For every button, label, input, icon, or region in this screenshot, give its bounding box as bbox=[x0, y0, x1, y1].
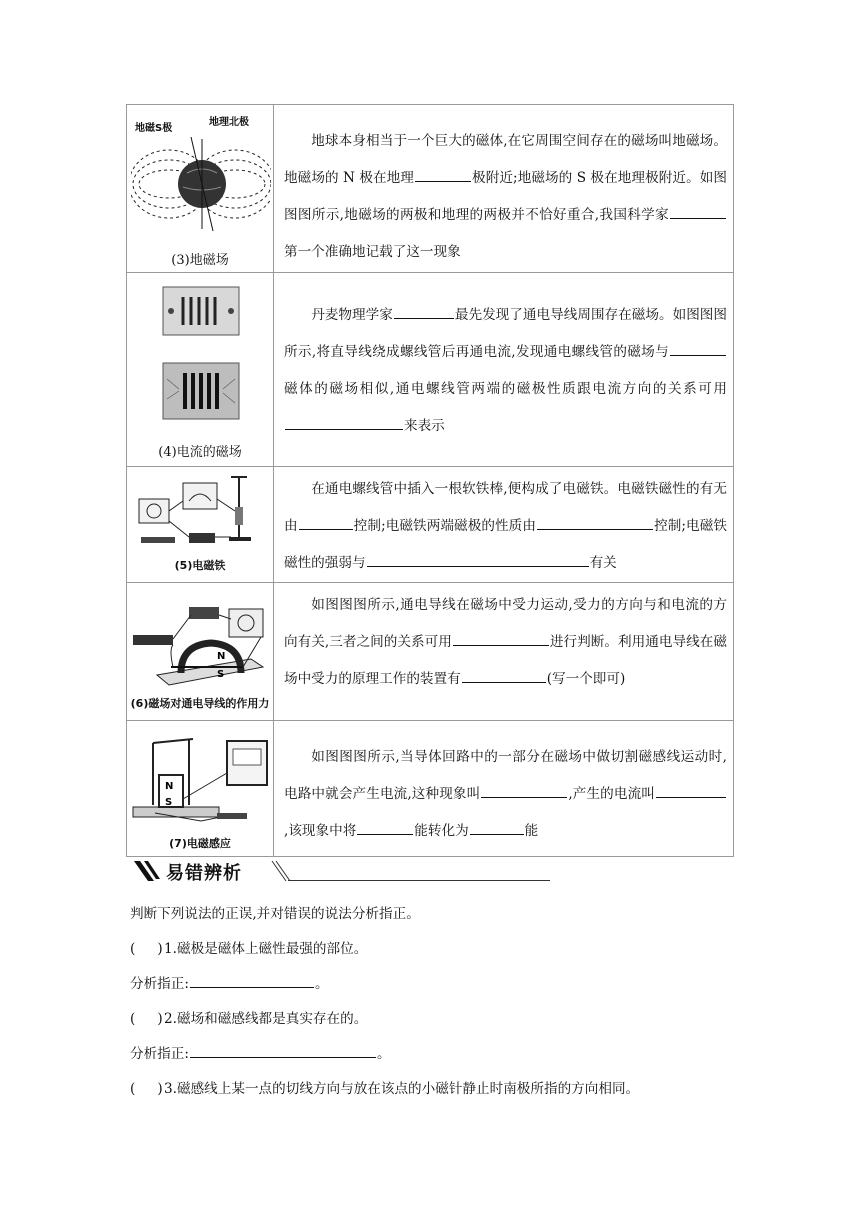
text-cell bbox=[274, 273, 734, 467]
paragraph: 在通电螺线管中插入一根软铁棒,便构成了电磁铁。电磁铁磁性的有无由 控制;电磁铁两端磁极的性质由 控制;电磁铁磁性的强弱与 有关 bbox=[284, 481, 727, 571]
svg-text:S: S bbox=[165, 797, 173, 808]
table-row bbox=[127, 583, 734, 721]
answer-blank[interactable] bbox=[670, 354, 726, 356]
answer-blank[interactable] bbox=[470, 833, 524, 835]
answer-blank[interactable] bbox=[481, 796, 567, 798]
analysis-line: 分析指正: 。 bbox=[130, 1046, 391, 1062]
answer-blank[interactable] bbox=[190, 1056, 376, 1058]
svg-text:S: S bbox=[217, 669, 225, 680]
instruction: 判断下列说法的正误,并对错误的说法分析指正。 bbox=[130, 906, 420, 922]
text-cell bbox=[274, 721, 734, 857]
table-row bbox=[127, 273, 734, 467]
question-item: ( )3.磁感线上某一点的切线方向与放在该点的小磁针静止时南极所指的方向相同。 bbox=[130, 1081, 640, 1097]
figure-cell bbox=[127, 273, 274, 467]
solenoid-photo-top bbox=[161, 281, 241, 339]
section-slash-icon bbox=[130, 857, 160, 885]
svg-text:N: N bbox=[217, 651, 226, 662]
answer-blank[interactable] bbox=[453, 644, 549, 646]
figure-caption: (7)电磁感应 bbox=[169, 837, 231, 850]
answer-blank[interactable] bbox=[462, 681, 546, 683]
answer-blank[interactable] bbox=[670, 217, 726, 219]
answer-blank[interactable] bbox=[656, 796, 726, 798]
figure-cell bbox=[127, 105, 274, 273]
force-on-wire-figure bbox=[131, 587, 271, 691]
table-row bbox=[127, 105, 734, 273]
figure-cell bbox=[127, 583, 274, 721]
electromagnet-figure bbox=[131, 471, 271, 555]
answer-paren[interactable]: ( ) bbox=[130, 941, 163, 957]
question-item: ( )1.磁极是磁体上磁性最强的部位。 bbox=[130, 941, 368, 957]
figure-caption: (5)电磁铁 bbox=[174, 559, 226, 572]
solenoid-photo-bottom bbox=[161, 359, 241, 423]
answer-blank[interactable] bbox=[415, 180, 471, 182]
section-title: 易错辨析 bbox=[166, 863, 242, 884]
svg-text:N: N bbox=[165, 781, 174, 792]
paragraph: 地球本身相当于一个巨大的磁体,在它周围空间存在的磁场叫地磁场。地磁场的 N 极在地理 极附近;地磁场的 S 极在地理极附近。如图图图所示,地磁场的两极和地理的两极并不恰好重合,我国科学家第一个准确地记载了这一现象 bbox=[284, 133, 727, 260]
paragraph: 如图图图所示,通电导线在磁场中受力运动,受力的方向与和电流的方向有关,三者之间的关系可用 进行判断。利用通电导线在磁场中受力的原理工作的装置有 (写一个即可) bbox=[284, 597, 727, 687]
answer-paren[interactable]: ( ) bbox=[130, 1081, 163, 1097]
answer-blank[interactable] bbox=[357, 833, 413, 835]
section-divider bbox=[288, 880, 550, 881]
answer-blank[interactable] bbox=[537, 528, 653, 530]
section-header bbox=[130, 857, 560, 887]
analysis-line: 分析指正: 。 bbox=[130, 976, 329, 992]
table-row bbox=[127, 721, 734, 857]
figure-cell bbox=[127, 467, 274, 583]
paragraph: 如图图图所示,当导体回路中的一部分在磁场中做切割磁感线运动时,电路中就会产生电流,这种现象叫 ,产生的电流叫,该现象中将 能转化为 能 bbox=[284, 749, 727, 839]
question-item: ( )2.磁场和磁感线都是真实存在的。 bbox=[130, 1011, 368, 1027]
answer-blank[interactable] bbox=[285, 428, 403, 430]
text-cell bbox=[274, 105, 734, 273]
electromagnetic-induction-figure bbox=[131, 723, 271, 829]
text-cell bbox=[274, 583, 734, 721]
figure-caption: (4)电流的磁场 bbox=[158, 445, 242, 460]
answer-paren[interactable]: ( ) bbox=[130, 1011, 163, 1027]
knowledge-table bbox=[126, 104, 734, 857]
answer-blank[interactable] bbox=[367, 565, 589, 567]
fig-label-right: 地理北极 bbox=[209, 117, 249, 128]
answer-blank[interactable] bbox=[394, 317, 454, 319]
section-thin-slash-icon bbox=[270, 857, 290, 885]
figure-caption: (6)磁场对通电导线的作用力 bbox=[130, 697, 270, 710]
figure-caption: (3)地磁场 bbox=[171, 253, 229, 268]
answer-blank[interactable] bbox=[299, 528, 353, 530]
fig-label-left: 地磁S极 bbox=[135, 123, 173, 134]
text-cell bbox=[274, 467, 734, 583]
figure-cell bbox=[127, 721, 274, 857]
answer-blank[interactable] bbox=[190, 986, 314, 988]
paragraph: 丹麦物理学家 最先发现了通电导线周围存在磁场。如图图图所示,将直导线绕成螺线管后再通电流,发现通电螺线管的磁场与磁体的磁场相似,通电螺线管两端的磁极性质跟电流方向的关系可用来表示 bbox=[284, 307, 728, 434]
table-row bbox=[127, 467, 734, 583]
